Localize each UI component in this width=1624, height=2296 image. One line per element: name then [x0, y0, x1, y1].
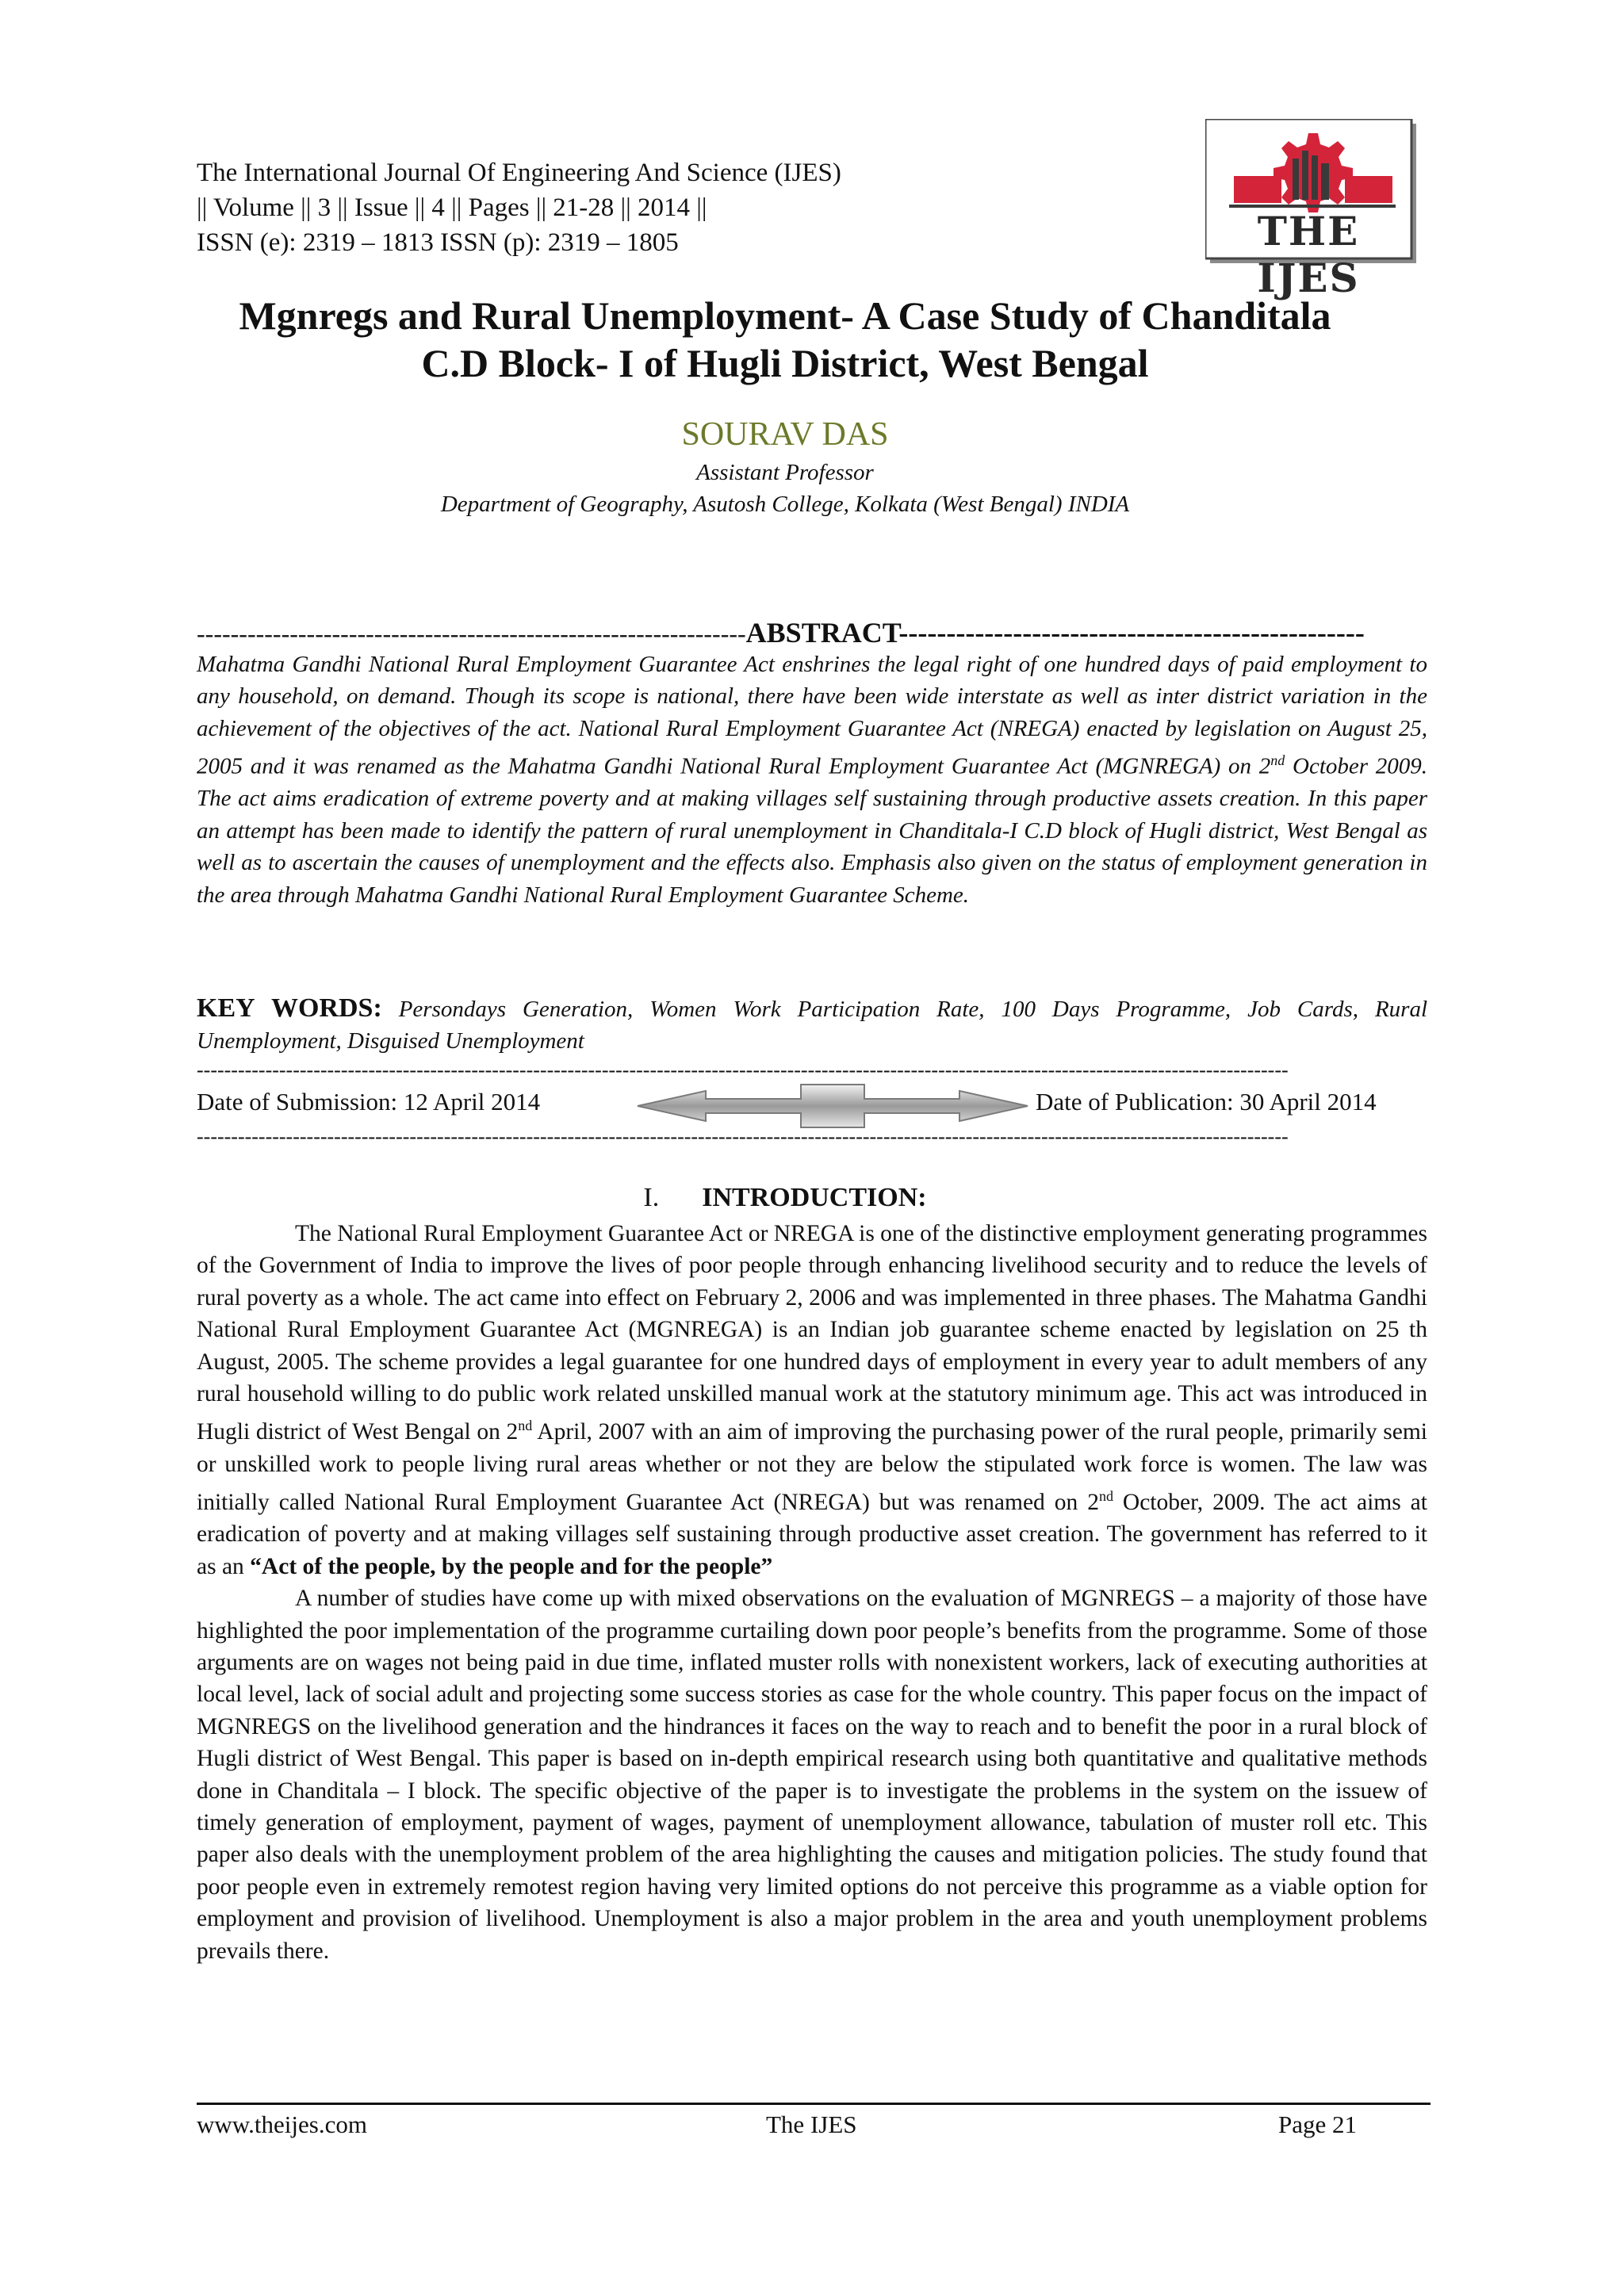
abstract-rule-left: ----------------------------------------------------------------- — [197, 619, 746, 648]
section-title: INTRODUCTION: — [702, 1183, 927, 1212]
section-heading-introduction — [159, 1183, 1411, 1213]
section-number: I. — [643, 1183, 660, 1212]
introduction-body — [197, 1218, 1427, 1967]
footer-rule — [197, 2103, 1431, 2105]
author-name: SOURAV DAS — [681, 416, 889, 453]
dashed-rule-bottom: --------------------------------------------------------------------------------------------------------------------------------------------------------------- — [197, 1129, 1289, 1145]
journal-logo — [1205, 119, 1419, 301]
keywords-label: KEY WORDS: — [197, 993, 382, 1023]
journal-name: The International Journal Of Engineering And Science (IJES) — [197, 159, 841, 187]
paragraph: A number of studies have come up with mixed observations on the evaluation of MGNREGS – a majority of those have highlighted the poor implementation of the programme curtailing down poor people’s benefits from the programme. Some of those arguments are on wages not being paid in due time, inflated muster rolls with nonexistent workers, lack of executing authorities at local level, lack of social adult and projecting some success stories as case for the whole country. This paper focus on the impact of MGNREGS on the livelihood generation and the hindrances it faces on the way to reach and to benefit the poor in a rural block of Hugli district of West Bengal. This paper is based on in-depth empirical research using both quantitative and qualitative methods done in Chanditala – I block. The specific objective of the paper is to investigate the problems in the system on the issuew of timely generation of employment, payment of wages, payment of unemployment allowance, tabulation of muster roll etc. This paper also deals with the unemployment problem of the area highlighting the causes and mitigation policies. The study found that poor people even in extremely remotest region having very limited options do not perceive this programme as a viable option for employment and provision of livelihood. Unemployment is also a major problem in the area and youth unemployment problems prevails there. — [197, 1586, 1427, 1964]
logo-text: THE IJES — [1257, 208, 1360, 301]
keywords — [197, 993, 1427, 1057]
title-line-2: C.D Block- I of Hugli District, West Bengal — [421, 341, 1149, 385]
abstract-rule-right: ------------------------------------------------- — [898, 617, 1365, 649]
keywords-text: Persondays Generation, Women Work Participation Rate, 100 Days Programme, Job Cards, Rural Unemployment, Disguised Unemployment — [197, 997, 1428, 1054]
title-line-1: Mgnregs and Rural Unemployment- A Case Study of Chanditala — [239, 293, 1331, 338]
dashed-rule-top: --------------------------------------------------------------------------------------------------------------------------------------------------------------- — [197, 1062, 1289, 1078]
author-position: Assistant Professor — [696, 460, 874, 485]
footer-journal: The IJES — [766, 2110, 857, 2138]
paper-title — [159, 292, 1411, 387]
abstract-text: Mahatma Gandhi National Rural Employment Guarantee Act enshrines the legal right of one hundred days of paid employment to any household, on demand. Though its scope is national, there have been wide interstate as well as inter district variation in the achievement of the objectives of the act. National Rural Employment Guarantee Act (NREGA) enacted by legislation on August 25, 2005 and it was renamed as the Mahatma Gandhi National Rural Employment Guarantee Act (MGNREGA) on 2nd October 2009. The act aims eradication of extreme poverty and at making villages self sustaining through productive assets creation. In this paper an attempt has been made to identify the pattern of rural unemployment in Chanditala-I C.D block of Hugli district, West Bengal as well as to ascertain the causes of unemployment and the effects also. Emphasis also given on the status of employment generation in the area through Mahatma Gandhi National Rural Employment Guarantee Scheme. — [197, 652, 1428, 908]
date-of-publication: Date of Publication: 30 April 2014 — [1036, 1088, 1377, 1115]
page-number: Page 21 — [1278, 2110, 1358, 2138]
author-affiliation: Department of Geography, Asutosh College, Kolkata (West Bengal) INDIA — [440, 492, 1130, 517]
footer-website: www.theijes.com — [197, 2110, 367, 2138]
volume-info: || Volume || 3 || Issue || 4 || Pages || 21-28 || 2014 || — [197, 193, 707, 222]
abstract-heading-text: ABSTRACT — [745, 617, 899, 649]
abstract-heading — [197, 617, 1427, 649]
double-arrow-icon — [634, 1081, 1031, 1131]
issn-info: ISSN (e): 2319 – 1813 ISSN (p): 2319 – 1805 — [197, 228, 679, 257]
date-of-submission: Date of Submission: 12 April 2014 — [197, 1088, 541, 1115]
paragraph: The National Rural Employment Guarantee Act or NREGA is one of the distinctive employment generating programmes of the Government of India to improve the lives of poor people through enhancing livelihood security and to reduce the levels of rural poverty as a whole. The act came into effect on February 2, 2006 and was implemented in three phases. The Mahatma Gandhi National Rural Employment Guarantee Act (MGNREGA) is an Indian job guarantee scheme enacted by legislation on 25 th August, 2005. The scheme provides a legal guarantee for one hundred days of employment in every year to adult members of any rural household willing to do public work related unskilled manual work at the statutory minimum age. This act was introduced in Hugli district of West Bengal on 2nd April, 2007 with an aim of improving the purchasing power of the rural people, primarily semi or unskilled work to people living rural areas whether or not they are below the stipulated work force is women. The law was initially called National Rural Employment Guarantee Act (NREGA) but was renamed on 2nd October, 2009. The act aims at eradication of poverty and at making villages self sustaining through productive asset creation. The government has referred to it as an “Act of the people, by the people and for the people” — [197, 1221, 1427, 1579]
